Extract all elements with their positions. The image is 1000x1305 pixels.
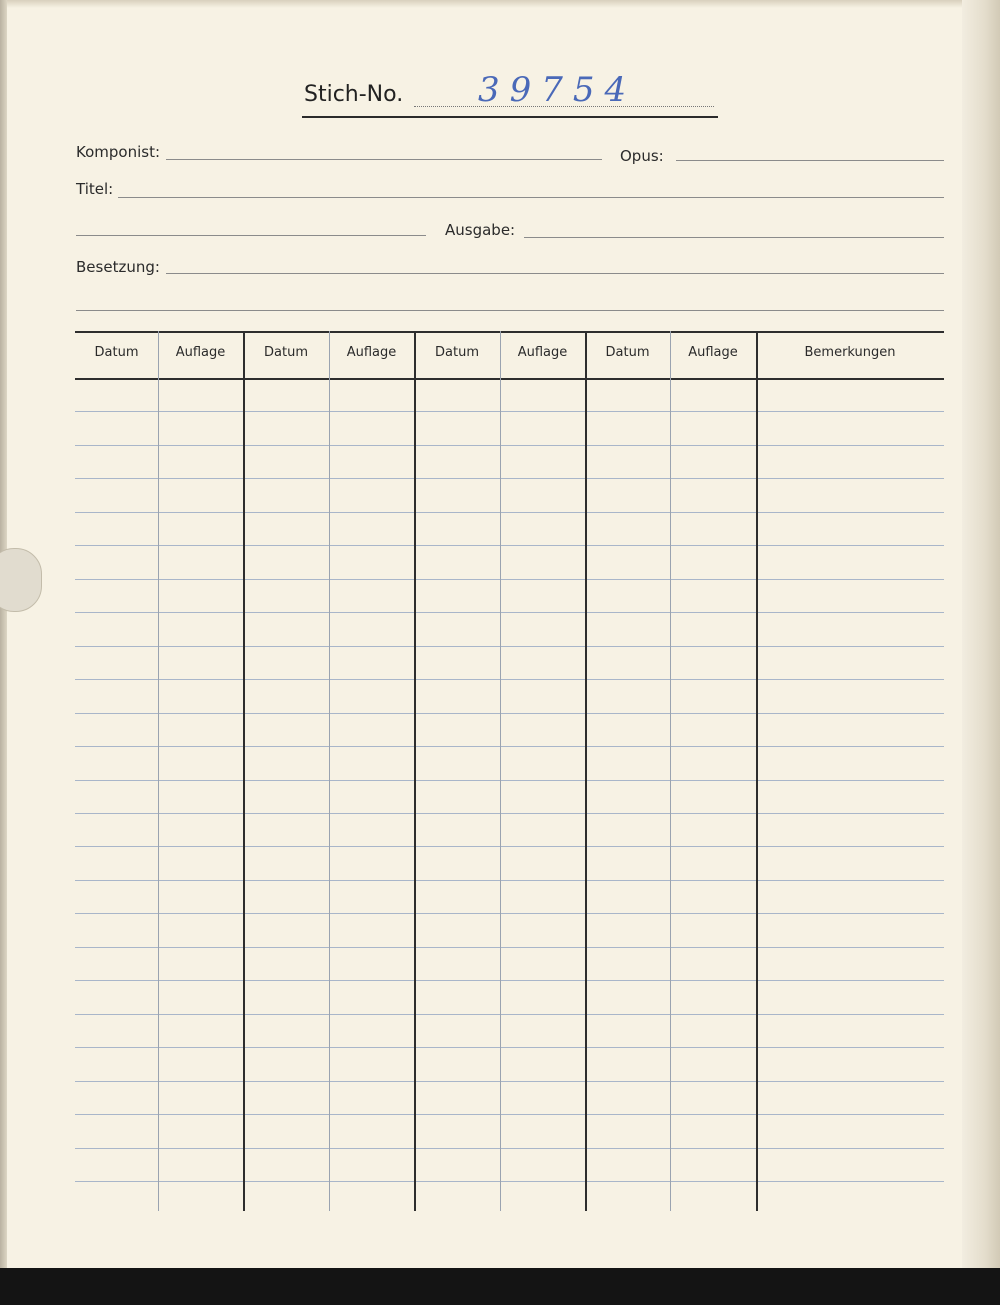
table-row[interactable] [75, 780, 944, 813]
table-row[interactable] [75, 947, 944, 980]
titel-line[interactable] [118, 197, 944, 198]
table-row[interactable] [75, 646, 944, 679]
table-row[interactable] [75, 914, 944, 947]
table-row[interactable] [75, 479, 944, 512]
ausgabe-label: Ausgabe: [445, 221, 516, 239]
table-row[interactable] [75, 378, 944, 411]
table-row[interactable] [75, 680, 944, 713]
stich-number-handwritten: 39754 [478, 70, 637, 110]
table-row[interactable] [75, 1115, 944, 1148]
column-header-datum-0: Datum [94, 345, 139, 360]
ausgabe-line[interactable] [524, 237, 944, 238]
table-row[interactable] [75, 512, 944, 545]
binder-tab-notch [0, 548, 42, 612]
column-divider-heavy [756, 331, 758, 1211]
table-row[interactable] [75, 1048, 944, 1081]
table-row[interactable] [75, 713, 944, 746]
column-divider [329, 331, 330, 1211]
table-row[interactable] [75, 1081, 944, 1114]
column-divider [670, 331, 671, 1211]
table-row[interactable] [75, 747, 944, 780]
titel-label: Titel: [76, 180, 114, 198]
column-divider-heavy [243, 331, 245, 1211]
opus-line[interactable] [676, 160, 944, 161]
column-header-bemerkungen-8: Bemerkungen [804, 345, 896, 360]
column-divider-heavy [414, 331, 416, 1211]
page-right-edge [962, 0, 1000, 1268]
column-header-auflage-1: Auflage [175, 345, 226, 360]
komponist-label: Komponist: [76, 143, 161, 161]
stich-no-label: Stich-No. [304, 82, 404, 107]
page-left-edge [0, 0, 7, 1305]
column-header-datum-2: Datum [264, 345, 308, 360]
column-header-auflage-3: Auflage [346, 345, 397, 360]
table-row[interactable] [75, 579, 944, 612]
page-top-shadow [0, 0, 1000, 8]
besetzung-label: Besetzung: [76, 258, 160, 276]
table-row[interactable] [75, 546, 944, 579]
table-row[interactable] [75, 1148, 944, 1181]
opus-label: Opus: [620, 147, 664, 165]
column-divider-heavy [585, 331, 587, 1211]
table-row[interactable] [75, 412, 944, 445]
scan-bottom-border [0, 1268, 1000, 1305]
titel-line-2[interactable] [76, 235, 426, 236]
table-row[interactable] [75, 981, 944, 1014]
column-divider [500, 331, 501, 1211]
column-header-auflage-7: Auflage [688, 345, 738, 360]
table-row[interactable] [75, 813, 944, 846]
table-row[interactable] [75, 847, 944, 880]
column-divider [158, 331, 159, 1211]
column-header-datum-4: Datum [435, 345, 479, 360]
besetzung-line-2[interactable] [76, 310, 944, 311]
column-header-datum-6: Datum [605, 345, 650, 360]
table-row[interactable] [75, 613, 944, 646]
table-row[interactable] [75, 1014, 944, 1047]
besetzung-line[interactable] [166, 273, 944, 274]
table-row-line [75, 1181, 944, 1182]
stich-no-heading [302, 70, 718, 118]
table-row[interactable] [75, 880, 944, 913]
table-top-rule [75, 331, 944, 333]
column-header-auflage-5: Auflage [517, 345, 568, 360]
table-row[interactable] [75, 445, 944, 478]
komponist-line[interactable] [166, 159, 602, 160]
